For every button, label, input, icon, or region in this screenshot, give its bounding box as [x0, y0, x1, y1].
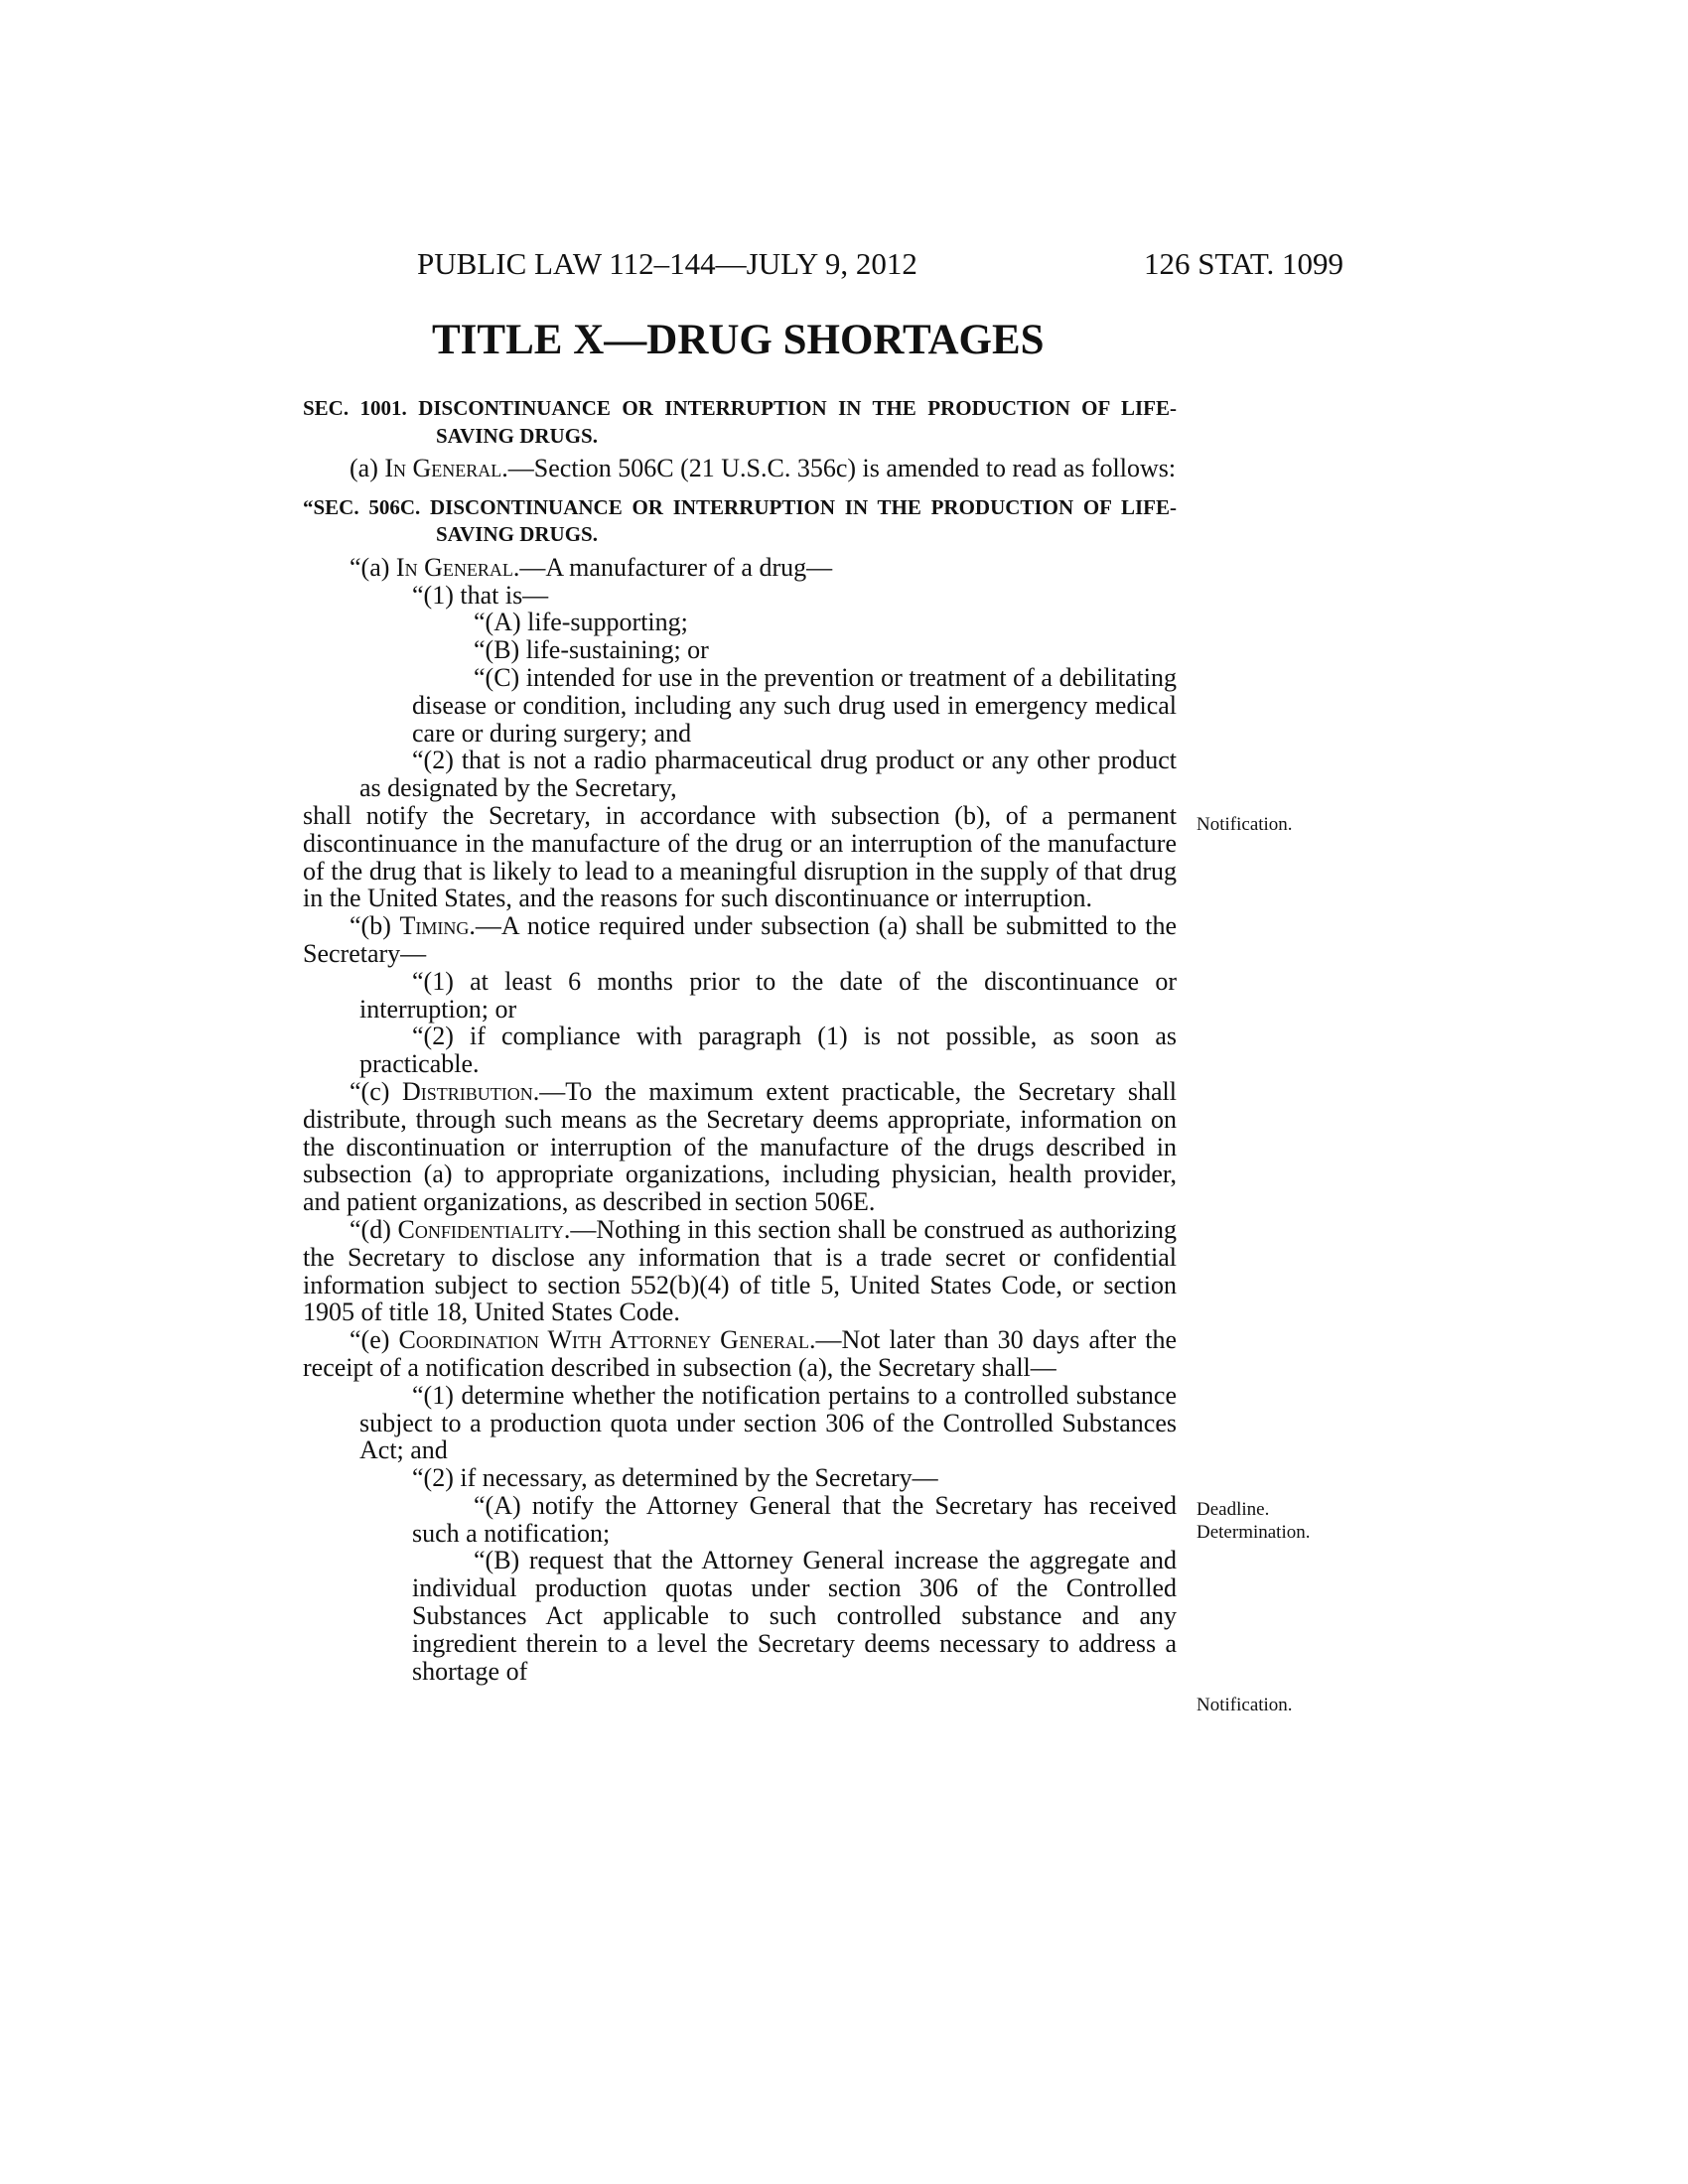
subsection-a [303, 554, 1177, 582]
subsection-a-text: .—A manufacturer of a drug— [512, 552, 833, 582]
subsection-a-caption: In General [395, 552, 513, 582]
margin-note-notification-1: Notification. [1196, 814, 1293, 835]
subsection-c [303, 1078, 1177, 1216]
section-1001-heading: SEC. 1001. DISCONTINUANCE OR INTERRUPTION IN THE PRODUCTION OF LIFE-SAVING DRUGS. [303, 396, 1177, 448]
clause-b2: “(2) if compliance with paragraph (1) is not possible, as soon as practicable. [359, 1022, 1177, 1079]
subsection-c-label: “(c) [350, 1076, 403, 1106]
paragraph-a-caption: In General [384, 454, 502, 482]
running-header-right: 126 STAT. 1099 [1144, 246, 1344, 281]
subsection-e-text: .—Not later than 30 days after the receipt of a notification described in subsection (a), the Secretary shall— [303, 1325, 1177, 1382]
paragraph-a [303, 455, 1177, 482]
clause-a1A: “(A) life-supporting; [474, 608, 688, 637]
subsection-b-caption: Timing [399, 911, 470, 941]
running-header-left: PUBLIC LAW 112–144—JULY 9, 2012 [417, 246, 917, 281]
subsection-d-label: “(d) [350, 1214, 398, 1244]
clause-e2B: “(B) request that the Attorney General increase the aggregate and individual production quotas under section 306 of the Controlled Substances Act applicable to such controlled substance and any ingredient therein to a level the Secretary deems necessary to address a shortage of [412, 1546, 1177, 1686]
subsection-e-label: “(e) [350, 1325, 399, 1355]
subsection-d [303, 1216, 1177, 1326]
body-column [303, 395, 1177, 1685]
subsection-d-text: .—Nothing in this section shall be construed as authorizing the Secretary to disclose any information that is a trade secret or confidential information subject to section 552(b)(4) of title 5, United States Code, or section 1905 of title 18, United States Code. [303, 1214, 1178, 1327]
paragraph-a-label: (a) [350, 454, 385, 482]
subsection-c-caption: Distribution [402, 1076, 533, 1106]
margin-note-notification-2: Notification. [1196, 1695, 1293, 1715]
clause-a1C: “(C) intended for use in the prevention or treatment of a debilitating disease or condition, including any such drug used in emergency medical care or during surgery; and [412, 662, 1177, 748]
subsection-e-caption: Coordination With Attorney General [398, 1325, 809, 1355]
title-heading: TITLE X—DRUG SHORTAGES [432, 317, 1045, 363]
section-506c-heading: “SEC. 506C. DISCONTINUANCE OR INTERRUPTION IN THE PRODUCTION OF LIFE-SAVING DRUGS. [303, 494, 1177, 547]
clause-e1: “(1) determine whether the notification pertains to a controlled substance subject to a production quota under section 306 of the Controlled Substances Act; and [359, 1380, 1177, 1465]
margin-note-determination: Determination. [1196, 1522, 1311, 1543]
subsection-b-text: .—A notice required under subsection (a) shall be submitted to the Secretary— [303, 911, 1178, 968]
subsection-d-caption: Confidentiality [397, 1214, 564, 1244]
paragraph-a-text: .—Section 506C (21 U.S.C. 356c) is amended to read as follows: [501, 454, 1177, 482]
margin-note-deadline: Deadline. [1196, 1499, 1270, 1520]
clause-a2: “(2) that is not a radio pharmaceutical drug product or any other product as designated by the Secretary, [359, 746, 1177, 803]
subsection-a-tail: shall notify the Secretary, in accordance with subsection (b), of a permanent discontinuance in the manufacture of the drug or an interruption of the manufacture of the drug that is likely to lead to a meaningful disruption in the supply of that drug in the United States, and the reasons for such discontinuance or interruption. [303, 800, 1177, 913]
clause-e2A: “(A) notify the Attorney General that the Secretary has received such a notification; [412, 1490, 1177, 1548]
clause-a1B: “(B) life-sustaining; or [474, 635, 709, 665]
subsection-c-text: .—To the maximum extent practicable, the Secretary shall distribute, through such means as the Secretary deems appropriate, information on the discontinuation or interruption of the manufacture of the drugs described in subsection (a) to appropriate organizations, including physician, health provider, and patient organizations, as described in section 506E. [303, 1076, 1177, 1217]
clause-e2: “(2) if necessary, as determined by the Secretary— [412, 1463, 938, 1493]
subsection-b [303, 912, 1177, 968]
subsection-b-label: “(b) [350, 911, 400, 941]
clause-a1: “(1) that is— [412, 580, 549, 610]
subsection-a-label: “(a) [350, 552, 396, 582]
subsection-e [303, 1326, 1177, 1382]
clause-b1: “(1) at least 6 months prior to the date of the discontinuance or interruption; or [359, 966, 1177, 1024]
